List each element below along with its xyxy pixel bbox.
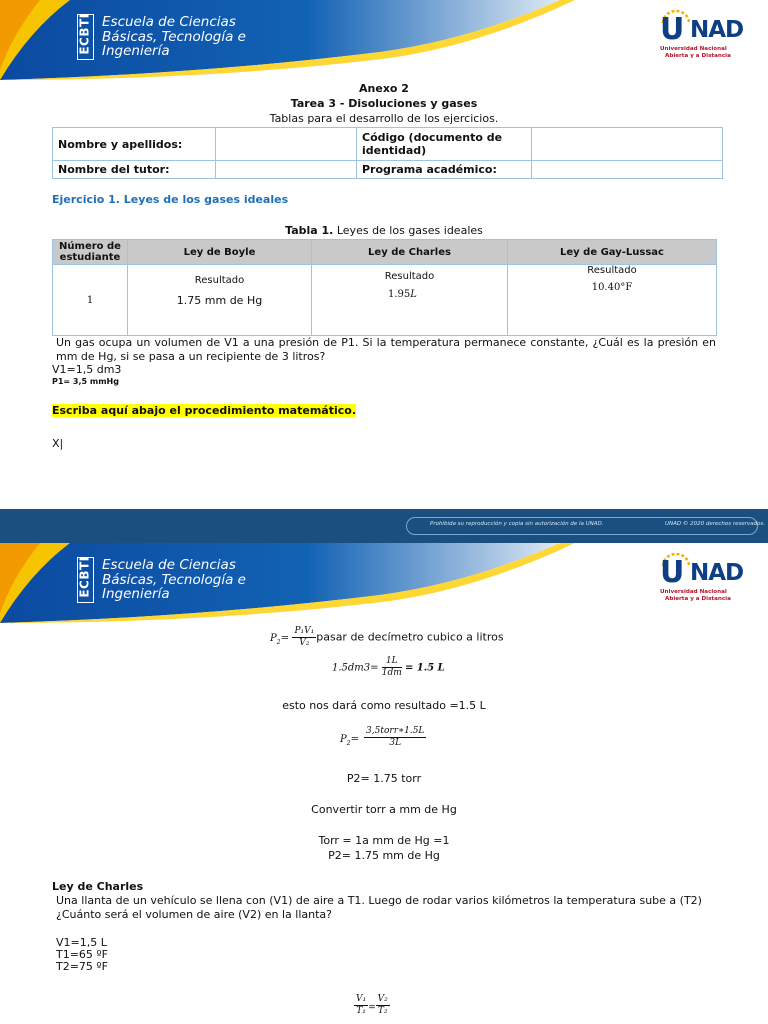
p2-mmhg: P2= 1.75 mm de Hg <box>328 849 440 862</box>
calc-p2-symbol: P <box>340 734 347 745</box>
code-label: Código (documento de identidad) <box>357 128 532 161</box>
conversion-line <box>332 656 445 679</box>
unad-subtitle-1: Universidad Nacional <box>660 589 727 595</box>
table-caption-rest: Leyes de los gases ideales <box>333 224 483 237</box>
program-value[interactable] <box>532 161 723 179</box>
school-line-3: Ingeniería <box>102 586 170 602</box>
name-label: Nombre y apellidos: <box>53 128 216 161</box>
charles-result-label: Resultado <box>384 271 435 282</box>
v1-value: V1=1,5 dm3 <box>52 363 122 376</box>
tutor-value[interactable] <box>216 161 357 179</box>
charles-v1: V1=1,5 L <box>56 936 107 949</box>
charles-denominator-1: T₁ <box>356 1006 366 1016</box>
code-value[interactable] <box>532 128 723 161</box>
conversion-numerator: 1L <box>382 656 402 668</box>
charles-title: Ley de Charles <box>52 880 144 893</box>
header-boyle: Ley de Boyle <box>128 240 312 265</box>
p1-value: P1= 3,5 mmHg <box>52 377 119 386</box>
conversion-result: = 1.5 L <box>404 662 445 674</box>
charles-result-unit: L <box>410 289 417 300</box>
result-text: esto nos dará como resultado =1.5 L <box>282 699 486 712</box>
ecbti-logo-text: ECBTI <box>77 556 92 598</box>
charles-result <box>312 289 507 300</box>
charles-t1: T1=65 ºF <box>56 948 108 961</box>
unad-subtitle-2: Abierta y a Distancia <box>665 53 731 59</box>
calc-fraction <box>364 726 426 749</box>
charles-denominator-2: T₂ <box>377 1006 388 1016</box>
task-title: Tarea 3 - Disoluciones y gases <box>290 97 478 110</box>
unad-u: U <box>660 555 684 590</box>
school-line-3: Ingeniería <box>102 43 170 59</box>
conversion-fraction <box>382 656 402 679</box>
calc-denominator: 3L <box>389 738 402 748</box>
formula-p2-symbol: P <box>270 632 277 644</box>
tutor-label: Nombre del tutor: <box>53 161 216 179</box>
footer-left-text: Prohibida su reproducción y copia sin autorización de la UNAD. <box>430 521 604 527</box>
calc-line <box>340 726 426 749</box>
formula-p2: $P_2=$ <box>270 632 289 646</box>
charles-cell[interactable] <box>312 265 508 336</box>
header-student-number: Número de estudiante <box>53 240 128 265</box>
problem-statement: Un gas ocupa un volumen de V1 a una presión de P1. Si la temperatura permanece constante, ¿Cuál es la presión en mm de Hg, si se pasa a un recipiente de 3 litros? <box>56 336 716 363</box>
student-number: 1 <box>53 265 128 336</box>
school-line-2: Básicas, Tecnología e <box>102 571 246 588</box>
torr-equivalence: Torr = 1a mm de Hg =1 <box>318 834 450 847</box>
unad-logo <box>658 553 744 603</box>
table-caption-bold: Tabla 1. <box>285 224 334 237</box>
gay-lussac-cell[interactable] <box>508 265 717 336</box>
student-info-table <box>52 127 723 179</box>
subtitle: Tablas para el desarrollo de los ejercicios. <box>269 112 499 125</box>
school-name <box>102 558 246 602</box>
page1-banner <box>0 0 768 80</box>
school-line-1: Escuela de Ciencias <box>102 557 236 573</box>
charles-problem: Una llanta de un vehículo se llena con (V1) de aire a T1. Luego de rodar varios kilómetros la temperatura sube a (T2) ¿Cuánto será el volumen de aire (V2) en la llanta? <box>56 894 702 921</box>
charles-result-value: 1.95 <box>388 289 411 300</box>
page-footer <box>0 509 768 543</box>
gay-lussac-result-label: Resultado <box>587 265 637 276</box>
name-value[interactable] <box>216 128 357 161</box>
calc-numerator: 3,5torr∗1.5L <box>366 726 425 736</box>
header-charles: Ley de Charles <box>312 240 508 265</box>
convert-text: pasar de decímetro cubico a litros <box>316 630 504 644</box>
formula-p2-numerator: P₁V₁ <box>294 626 315 636</box>
cursor-text[interactable]: X| <box>52 437 64 450</box>
gas-laws-table <box>52 239 717 336</box>
boyle-result: 1.75 mm de Hg <box>176 294 263 307</box>
charles-formula: $\frac{\text{V₁}}{\text{T₁}}$ = $\frac{\text{V₂}}{\text{T₂}}$ <box>356 994 388 1016</box>
ecbti-logo-text: ECBTI <box>77 13 92 55</box>
unad-nad: NAD <box>690 17 744 43</box>
charles-numerator-1: V₁ <box>356 994 367 1004</box>
charles-t2: T2=75 ºF <box>56 960 108 973</box>
gay-lussac-result: 10.40°F <box>591 282 633 293</box>
footer-right-text: UNAD © 2020 derechos reservados. <box>665 521 766 527</box>
school-line-1: Escuela de Ciencias <box>102 14 236 30</box>
convert-torr: Convertir torr a mm de Hg <box>311 803 457 816</box>
unad-nad: NAD <box>690 560 744 586</box>
program-label: Programa académico: <box>357 161 532 179</box>
boyle-formula-line <box>270 626 504 649</box>
charles-fraction-1 <box>354 994 368 1017</box>
unad-u: U <box>660 12 684 47</box>
boyle-result-label: Resultado <box>194 275 245 286</box>
boyle-cell[interactable] <box>128 265 312 336</box>
page2-banner <box>0 543 768 623</box>
annex-title: Anexo 2 <box>359 82 409 95</box>
school-name <box>102 15 246 59</box>
formula-p2-fraction <box>292 626 316 649</box>
formula-p2-denominator: V₂ <box>299 638 310 648</box>
charles-numerator-2: V₂ <box>377 994 388 1004</box>
table-caption <box>0 224 768 237</box>
conversion-denominator: 1dm <box>381 668 402 678</box>
unad-subtitle-1: Universidad Nacional <box>660 46 727 52</box>
exercise-title: Ejercicio 1. Leyes de los gases ideales <box>52 193 289 206</box>
p2-torr: P2= 1.75 torr <box>346 772 422 785</box>
conversion-lhs: 1.5dm3= <box>332 662 379 674</box>
school-line-2: Básicas, Tecnología e <box>102 28 246 45</box>
charles-fraction-2 <box>376 994 390 1017</box>
unad-logo <box>658 10 744 60</box>
header-gay-lussac: Ley de Gay-Lussac <box>508 240 717 265</box>
unad-subtitle-2: Abierta y a Distancia <box>665 596 731 602</box>
procedure-prompt: Escriba aquí abajo el procedimiento matemático. <box>52 404 356 417</box>
calc-p2: $P_2=$ <box>340 734 359 747</box>
